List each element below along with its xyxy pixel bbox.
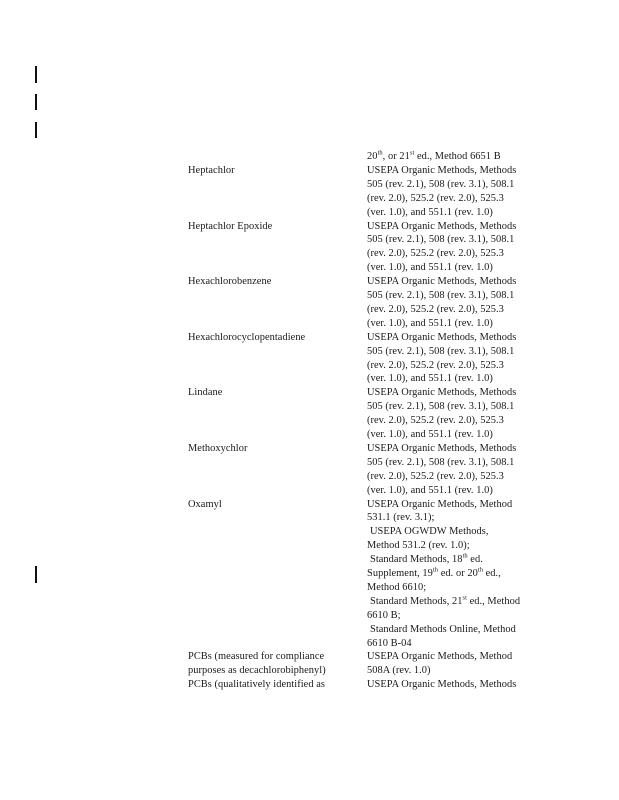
- method-line: (rev. 2.0), 525.2 (rev. 2.0), 525.3: [367, 415, 504, 427]
- revision-bar: [35, 122, 37, 138]
- method-line: USEPA Organic Methods, Methods: [367, 164, 517, 176]
- analyte-name: Hexachlorobenzene: [188, 276, 272, 288]
- method-line: USEPA Organic Methods, Methods: [367, 442, 517, 454]
- method-line: USEPA Organic Methods, Methods: [367, 679, 517, 691]
- method-line: (rev. 2.0), 525.2 (rev. 2.0), 525.3: [367, 359, 504, 371]
- method-line: (ver. 1.0), and 551.1 (rev. 1.0): [367, 429, 493, 440]
- method-line: Standard Methods Online, Method: [370, 623, 516, 635]
- method-line: Standard Methods, 21st ed., Method: [370, 594, 521, 607]
- method-line: 6610 B;: [367, 609, 401, 621]
- revision-bar: [35, 66, 37, 83]
- method-line: USEPA OGWDW Methods,: [370, 526, 489, 538]
- method-line: USEPA Organic Methods, Methods: [367, 331, 517, 343]
- method-line: 531.1 (rev. 3.1);: [367, 512, 435, 524]
- revision-bar: [35, 566, 37, 583]
- method-line: (rev. 2.0), 525.2 (rev. 2.0), 525.3: [367, 192, 504, 204]
- method-line: (rev. 2.0), 525.2 (rev. 2.0), 525.3: [367, 470, 504, 482]
- method-line: 505 (rev. 2.1), 508 (rev. 3.1), 508.1: [367, 345, 515, 357]
- method-line: (ver. 1.0), and 551.1 (rev. 1.0): [367, 317, 493, 329]
- method-line: USEPA Organic Methods, Method: [367, 498, 513, 510]
- analyte-name: Oxamyl: [188, 498, 222, 510]
- revision-bar: [35, 94, 37, 110]
- method-line: Standard Methods, 18th ed.: [370, 552, 483, 566]
- method-line: (ver. 1.0), and 551.1 (rev. 1.0): [367, 373, 493, 385]
- method-line: (rev. 2.0), 525.2 (rev. 2.0), 525.3: [367, 248, 504, 260]
- method-line: (ver. 1.0), and 551.1 (rev. 1.0): [367, 484, 493, 496]
- method-line: 505 (rev. 2.1), 508 (rev. 3.1), 508.1: [367, 290, 515, 301]
- method-line: Supplement, 19th ed. or 20th ed.,: [367, 566, 501, 579]
- method-line: 505 (rev. 2.1), 508 (rev. 3.1), 508.1: [367, 401, 515, 413]
- method-line: 508A (rev. 1.0): [367, 665, 431, 677]
- analyte-name: PCBs (qualitatively identified as: [188, 679, 325, 691]
- method-line: 6610 B-04: [367, 637, 412, 649]
- method-line: 505 (rev. 2.1), 508 (rev. 3.1), 508.1: [367, 456, 515, 468]
- method-line: USEPA Organic Methods, Methods: [367, 220, 517, 232]
- analyte-name: Lindane: [188, 387, 223, 399]
- method-line: Method 6610;: [367, 581, 427, 593]
- method-line: (ver. 1.0), and 551.1 (rev. 1.0): [367, 262, 493, 274]
- method-line: (ver. 1.0), and 551.1 (rev. 1.0): [367, 206, 493, 218]
- analyte-name: Heptachlor Epoxide: [188, 220, 273, 232]
- method-line: (rev. 2.0), 525.2 (rev. 2.0), 525.3: [367, 303, 504, 315]
- method-line: 505 (rev. 2.1), 508 (rev. 3.1), 508.1: [367, 234, 515, 246]
- analyte-name: Hexachlorocyclopentadiene: [188, 331, 306, 343]
- method-line: Method 531.2 (rev. 1.0);: [367, 540, 470, 552]
- method-line: 505 (rev. 2.1), 508 (rev. 3.1), 508.1: [367, 178, 515, 190]
- analyte-name: Heptachlor: [188, 164, 235, 176]
- method-line: USEPA Organic Methods, Methods: [367, 387, 517, 399]
- analyte-name: PCBs (measured for compliance: [188, 651, 325, 663]
- method-line: USEPA Organic Methods, Method: [367, 651, 513, 663]
- analyte-name: purposes as decachlorobiphenyl): [188, 665, 326, 677]
- method-line: USEPA Organic Methods, Methods: [367, 276, 517, 288]
- carryover-method-line: 20th, or 21st ed., Method 6651 B: [367, 149, 501, 162]
- analyte-name: Methoxychlor: [188, 442, 248, 454]
